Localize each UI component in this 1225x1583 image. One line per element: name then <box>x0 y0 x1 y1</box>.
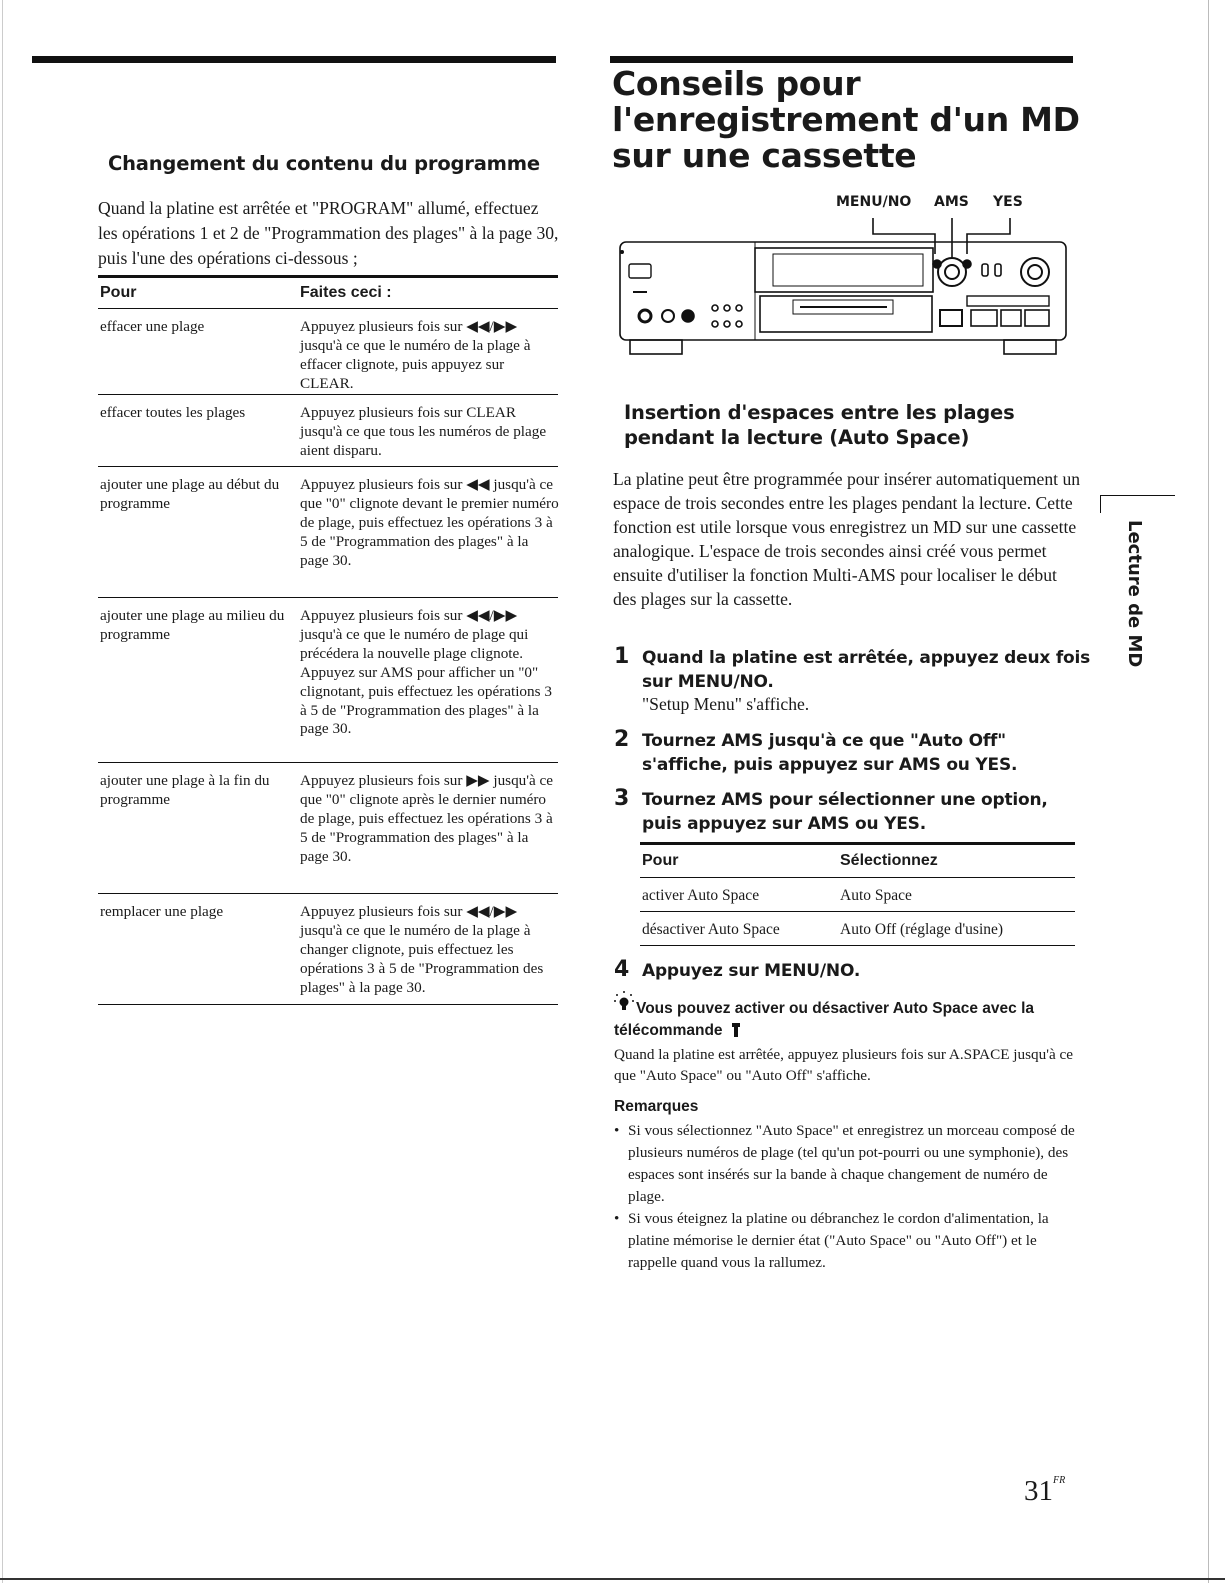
row-faites: Appuyez plusieurs fois sur ◀◀/▶▶ jusqu'à ce que le numéro de la plage à effacer clignote, puis appuyez sur CLEAR. <box>300 318 531 392</box>
page-number <box>1024 1475 1065 1508</box>
header-select: Sélectionnez <box>840 852 938 869</box>
top-rule-right <box>610 56 1073 63</box>
page-edge-right <box>1208 0 1209 1583</box>
row-pour: ajouter une plage au milieu du programme <box>100 607 285 643</box>
tip-title <box>614 998 1084 1042</box>
row-pour: ajouter une plage à la fin du programme <box>100 772 270 808</box>
row-select: Auto Space <box>840 887 912 904</box>
intro-paragraph: Quand la platine est arrêtée et "PROGRAM" allumé, effectuez les opérations 1 et 2 de "Programmation des plages" à la page 30, puis l'une des opérations ci-dessous ; <box>98 198 559 268</box>
tip-title-text: Vous pouvez activer ou désactiver Auto Space avec la télécommande <box>614 1000 1034 1039</box>
side-tab-rule <box>1100 495 1175 496</box>
row-pour: activer Auto Space <box>642 887 760 904</box>
step-text: Tournez AMS pour sélectionner une option, puis appuyez sur AMS ou YES. <box>642 790 1048 834</box>
table-row <box>640 912 1075 946</box>
page-edge-left <box>2 0 3 1583</box>
remarks-title: Remarques <box>614 1098 699 1115</box>
auto-space-description: La platine peut être programmée pour insérer automatiquement un espace de trois secondes entre les plages pendant la lecture. Cette fonction est utile lorsque vous enregistrez un MD sur une cassette analogique. L'espace de trois secondes ainsi créé vous permet ensuite d'utiliser la fonction Multi-AMS pour localiser le début des plages sur la cassette. <box>613 469 1081 609</box>
step-number: 4 <box>614 957 630 982</box>
row-pour: remplacer une plage <box>100 903 224 920</box>
title-line: l'enregistrement d'un MD <box>612 100 1080 139</box>
heading-line: Insertion d'espaces entre les plages <box>624 401 1015 424</box>
step-number: 1 <box>614 644 630 669</box>
md-deck-illustration <box>615 212 1085 362</box>
header-faites: Faites ceci : <box>300 284 392 301</box>
side-tab-label: Lecture de MD <box>1124 520 1145 668</box>
page-number-value: 31 <box>1024 1475 1053 1507</box>
step-number: 3 <box>614 786 630 811</box>
table-row <box>98 894 558 1005</box>
label-ams: AMS <box>934 194 969 210</box>
step-result: "Setup Menu" s'affiche. <box>642 694 810 714</box>
table-header <box>98 275 558 309</box>
row-faites: Appuyez plusieurs fois sur ◀◀/▶▶ jusqu'à ce que le numéro de plage qui précédera la nouvelle plage clignote. Appuyez sur AMS pour afficher un "0" clignotant, puis effectuez les opérations 3 à 5 de "Programmation des plages" à la page 30. <box>300 607 552 738</box>
table-row <box>98 763 558 894</box>
remarks-list <box>614 1120 1084 1274</box>
row-pour: effacer toutes les plages <box>100 404 246 421</box>
step-text: Tournez AMS jusqu'à ce que "Auto Off" s'affiche, puis appuyez sur AMS ou YES. <box>642 731 1018 775</box>
title-line: Conseils pour <box>612 64 861 103</box>
side-tab <box>1123 520 1147 668</box>
page-edge-bottom <box>0 1578 1225 1580</box>
label-yes: YES <box>993 194 1023 210</box>
table-header <box>640 842 1075 878</box>
step-text: Appuyez sur MENU/NO. <box>642 961 861 981</box>
step-number: 2 <box>614 727 630 752</box>
auto-space-options-table <box>640 842 1075 946</box>
page-number-suffix: FR <box>1053 1475 1066 1487</box>
row-select: Auto Off (réglage d'usine) <box>840 921 1004 938</box>
tip-text: Quand la platine est arrêtée, appuyez plusieurs fois sur A.SPACE jusqu'à ce que "Auto Space" ou "Auto Off" s'affiche. <box>614 1046 1073 1084</box>
step-text: Quand la platine est arrêtée, appuyez deux fois sur MENU/NO. <box>642 648 1091 692</box>
table-row <box>98 395 558 467</box>
list-item: • Si vous sélectionnez "Auto Space" et enregistrez un morceau composé de plusieurs numéros de plage (tel qu'un pot-pourri ou une symphonie), des espaces sont insérés sur la bande à chaque changement de numéro de plage. <box>614 1120 1084 1208</box>
heading-line: pendant la lecture (Auto Space) <box>624 426 970 449</box>
table-row <box>98 309 558 395</box>
side-tab-edge <box>1100 495 1101 513</box>
row-faites: Appuyez plusieurs fois sur ◀◀/▶▶ jusqu'à ce que le numéro de la plage à changer clignote, puis effectuez les opérations 3 à 5 de "Programmation des plages" à la page 30. <box>300 903 544 996</box>
page-title <box>612 66 1132 174</box>
section-heading-left: Changement du contenu du programme <box>108 152 540 175</box>
row-pour: effacer une plage <box>100 318 205 335</box>
remote-control-icon <box>731 1022 741 1038</box>
row-faites: Appuyez plusieurs fois sur CLEAR jusqu'à ce que tous les numéros de plage aient disparu. <box>300 404 547 459</box>
row-pour: ajouter une plage au début du programme <box>100 476 280 512</box>
header-pour: Pour <box>642 852 679 869</box>
table-row <box>98 598 558 763</box>
header-pour: Pour <box>100 284 137 301</box>
top-rule-left <box>32 56 556 63</box>
section-heading-auto-space <box>624 400 1094 450</box>
row-faites: Appuyez plusieurs fois sur ▶▶ jusqu'à ce que "0" clignote après le dernier numéro de plage, puis effectuez les opérations 3 à 5 de "Programmation des plages" à la page 30. <box>300 772 554 865</box>
row-faites: Appuyez plusieurs fois sur ◀◀ jusqu'à ce que "0" clignote devant le premier numéro de plage, puis effectuez les opérations 3 à 5 de "Programmation des plages" à la page 30. <box>300 476 559 569</box>
table-row <box>98 467 558 598</box>
table-row <box>640 878 1075 912</box>
title-line: sur une cassette <box>612 136 917 175</box>
program-edit-table <box>98 275 558 1005</box>
list-item: • Si vous éteignez la platine ou débranchez le cordon d'alimentation, la platine mémorise le dernier état ("Auto Space" ou "Auto Off") et le rappelle quand vous la rallumez. <box>614 1208 1084 1274</box>
label-menu-no: MENU/NO <box>836 194 912 210</box>
row-pour: désactiver Auto Space <box>642 921 780 938</box>
